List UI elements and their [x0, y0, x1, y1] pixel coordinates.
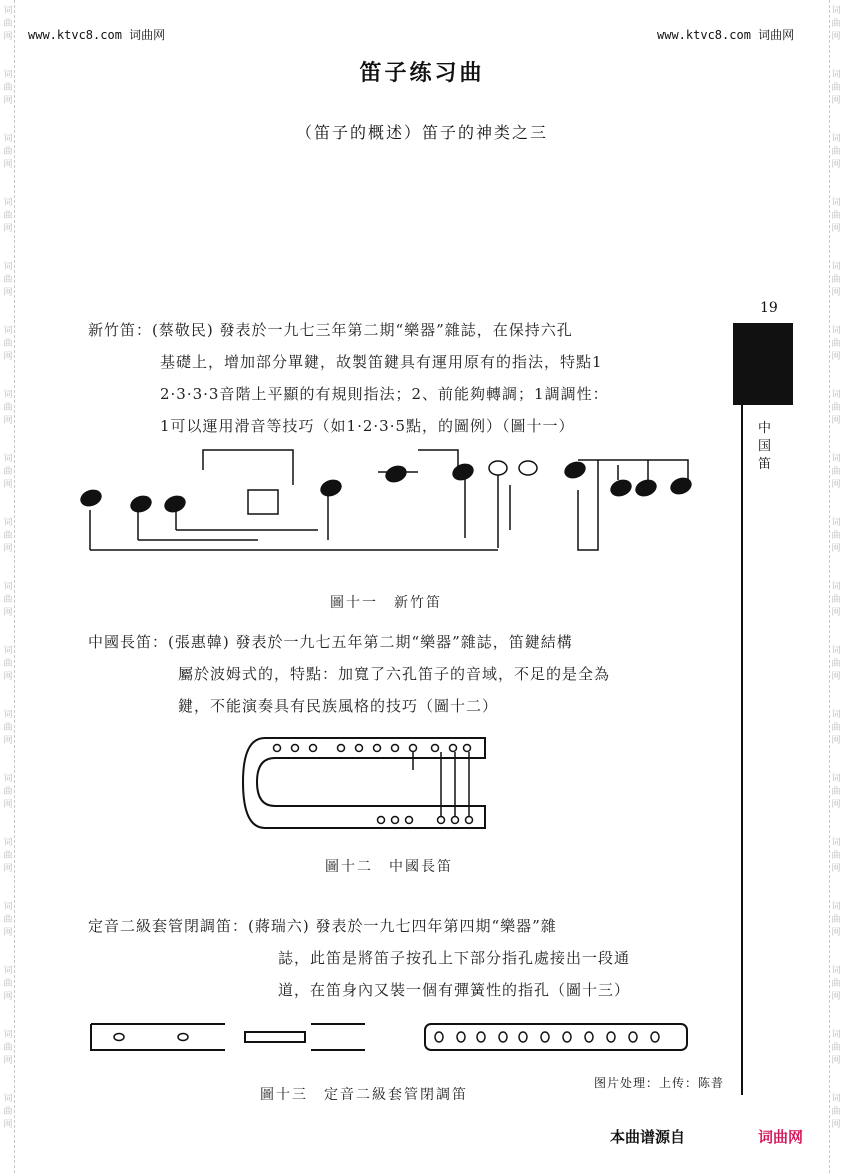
watermark-glyph: 曲	[831, 19, 841, 29]
watermark-glyph: 词	[831, 454, 841, 464]
watermark-glyph: 词	[3, 582, 13, 592]
watermark-glyph: 网	[831, 416, 841, 426]
watermark-glyph: 网	[831, 32, 841, 42]
section-3-text	[88, 910, 718, 1006]
watermark-glyph: 曲	[831, 595, 841, 605]
watermark-glyph: 词	[3, 1030, 13, 1040]
watermark-glyph: 曲	[831, 531, 841, 541]
watermark-glyph: 网	[831, 480, 841, 490]
watermark-glyph: 网	[3, 1120, 13, 1130]
watermark-glyph: 词	[3, 838, 13, 848]
watermark-glyph: 网	[831, 608, 841, 618]
watermark-glyph: 曲	[831, 467, 841, 477]
watermark-glyph: 词	[831, 582, 841, 592]
watermark-glyph: 网	[3, 544, 13, 554]
section-1-line-1: 新竹笛：(蔡敬民) 發表於一九七三年第二期“樂器”雜誌，在保持六孔	[88, 321, 573, 339]
page-subtitle: （笛子的概述）笛子的神类之三	[295, 123, 548, 142]
watermark-glyph: 曲	[831, 211, 841, 221]
watermark-glyph: 词	[3, 518, 13, 528]
watermark-glyph: 词	[831, 70, 841, 80]
watermark-glyph: 网	[831, 160, 841, 170]
section-2-line-2: 屬於波姆式的，特點：加寬了六孔笛子的音域，不足的是全為	[178, 665, 611, 683]
watermark-glyph: 词	[3, 262, 13, 272]
watermark-glyph: 曲	[3, 275, 13, 285]
watermark-glyph: 词	[3, 134, 13, 144]
watermark-glyph: 词	[831, 390, 841, 400]
watermark-glyph: 网	[3, 32, 13, 42]
watermark-glyph: 词	[3, 454, 13, 464]
watermark-glyph: 网	[3, 352, 13, 362]
figure-11-caption: 圖十一 新竹笛	[330, 595, 442, 611]
watermark-glyph: 曲	[3, 659, 13, 669]
watermark-glyph: 词	[831, 646, 841, 656]
image-credit: 图片处理：上传：陈普	[593, 1076, 724, 1090]
watermark-glyph: 词	[3, 966, 13, 976]
section-1-line-3: 2·3·3·3音階上平顯的有規則指法；2、前能夠轉調；1調調性：	[160, 385, 609, 403]
watermark-glyph: 曲	[831, 787, 841, 797]
watermark-glyph: 网	[3, 800, 13, 810]
watermark-glyph: 曲	[831, 83, 841, 93]
margin-rule	[741, 405, 743, 1095]
watermark-glyph: 词	[831, 774, 841, 784]
watermark-glyph: 曲	[3, 19, 13, 29]
watermark-glyph: 曲	[831, 339, 841, 349]
watermark-glyph: 词	[3, 774, 13, 784]
watermark-glyph: 网	[3, 864, 13, 874]
watermark-glyph: 网	[831, 992, 841, 1002]
watermark-glyph: 网	[3, 992, 13, 1002]
watermark-glyph: 曲	[3, 979, 13, 989]
watermark-glyph: 曲	[831, 723, 841, 733]
header-site-right[interactable]: www.ktvc8.com 词曲网	[657, 28, 795, 42]
watermark-glyph: 网	[831, 96, 841, 106]
section-1-line-2: 基礎上，增加部分單鍵，故製笛鍵具有運用原有的指法，特點1	[160, 353, 603, 371]
watermark-glyph: 网	[3, 928, 13, 938]
page-number: 19	[760, 300, 778, 316]
section-3-line-2: 誌，此笛是將笛子按孔上下部分指孔處接出一段通	[278, 949, 631, 967]
watermark-glyph: 词	[831, 198, 841, 208]
watermark-glyph: 曲	[3, 147, 13, 157]
footer-site-link[interactable]: 词曲网	[758, 1128, 804, 1146]
watermark-glyph: 词	[831, 1030, 841, 1040]
watermark-glyph: 网	[3, 736, 13, 746]
watermark-glyph: 词	[831, 710, 841, 720]
figure-13-caption: 圖十三 定音二級套管閉調笛	[260, 1087, 468, 1103]
watermark-glyph: 网	[3, 224, 13, 234]
chapter-tab-block	[733, 323, 793, 405]
watermark-glyph: 曲	[3, 83, 13, 93]
vertical-chapter-label: 中国笛	[758, 421, 772, 472]
figure-12-caption: 圖十二 中國長笛	[325, 859, 453, 875]
watermark-glyph: 曲	[3, 467, 13, 477]
header-site-left[interactable]: www.ktvc8.com 词曲网	[28, 28, 166, 42]
watermark-glyph: 曲	[3, 723, 13, 733]
watermark-glyph: 词	[3, 1094, 13, 1104]
watermark-glyph: 曲	[831, 275, 841, 285]
watermark-glyph: 曲	[831, 147, 841, 157]
watermark-glyph: 词	[831, 966, 841, 976]
watermark-glyph: 网	[3, 480, 13, 490]
watermark-glyph: 网	[831, 864, 841, 874]
watermark-glyph: 网	[3, 288, 13, 298]
watermark-glyph: 曲	[3, 339, 13, 349]
watermark-glyph: 曲	[831, 1107, 841, 1117]
watermark-glyph: 网	[831, 288, 841, 298]
watermark-glyph: 曲	[3, 1107, 13, 1117]
watermark-glyph: 词	[831, 1094, 841, 1104]
watermark-glyph: 曲	[831, 979, 841, 989]
watermark-glyph: 曲	[3, 915, 13, 925]
watermark-glyph: 网	[831, 1056, 841, 1066]
watermark-glyph: 词	[831, 134, 841, 144]
watermark-glyph: 词	[831, 838, 841, 848]
watermark-glyph: 词	[831, 6, 841, 16]
section-2-line-3: 鍵，不能演奏具有民族風格的技巧（圖十二）	[178, 697, 499, 715]
figure-13-dual-tube-flute-diagram	[85, 1018, 695, 1058]
watermark-glyph: 网	[831, 928, 841, 938]
figure-11-xinzhu-flute-diagram	[78, 430, 708, 570]
watermark-glyph: 曲	[831, 403, 841, 413]
section-1-text	[88, 314, 718, 442]
watermark-glyph: 词	[3, 70, 13, 80]
section-3-line-1: 定音二級套管閉調笛：(蔣瑞六) 發表於一九七四年第四期“樂器”雜	[88, 917, 557, 935]
watermark-glyph: 词	[3, 326, 13, 336]
section-1-line-4: 1可以運用滑音等技巧（如1·2·3·5點，的圖例）（圖十一）	[160, 417, 575, 435]
section-2-text	[88, 626, 718, 722]
watermark-glyph: 网	[831, 224, 841, 234]
watermark-glyph: 网	[831, 1120, 841, 1130]
watermark-glyph: 网	[831, 800, 841, 810]
footer-source-label: 本曲谱源自	[610, 1128, 686, 1146]
watermark-glyph: 词	[3, 646, 13, 656]
watermark-glyph: 词	[3, 6, 13, 16]
watermark-glyph: 曲	[3, 403, 13, 413]
watermark-glyph: 词	[3, 390, 13, 400]
watermark-glyph: 网	[3, 160, 13, 170]
figure-12-chinese-long-flute-diagram	[235, 730, 495, 840]
watermark-glyph: 曲	[3, 531, 13, 541]
watermark-glyph: 网	[3, 96, 13, 106]
watermark-glyph: 词	[3, 710, 13, 720]
section-3-line-3: 道，在笛身內又裝一個有彈簧性的指孔（圖十三）	[278, 981, 631, 999]
watermark-glyph: 网	[3, 672, 13, 682]
watermark-glyph: 词	[831, 518, 841, 528]
watermark-glyph: 词	[831, 262, 841, 272]
watermark-glyph: 网	[3, 416, 13, 426]
watermark-glyph: 网	[3, 1056, 13, 1066]
watermark-glyph: 曲	[831, 1043, 841, 1053]
section-2-line-1: 中國長笛：(張惠韓) 發表於一九七五年第二期“樂器”雜誌，笛鍵結構	[88, 633, 573, 651]
watermark-glyph: 网	[831, 736, 841, 746]
watermark-glyph: 网	[831, 672, 841, 682]
watermark-glyph: 网	[831, 544, 841, 554]
watermark-glyph: 曲	[831, 659, 841, 669]
watermark-glyph: 曲	[3, 1043, 13, 1053]
watermark-glyph: 词	[3, 198, 13, 208]
watermark-glyph: 词	[831, 902, 841, 912]
watermark-glyph: 网	[831, 352, 841, 362]
watermark-glyph: 曲	[3, 595, 13, 605]
watermark-glyph: 曲	[3, 787, 13, 797]
watermark-glyph: 词	[831, 326, 841, 336]
watermark-glyph: 曲	[831, 851, 841, 861]
page-title: 笛子练习曲	[359, 61, 485, 86]
watermark-glyph: 词	[3, 902, 13, 912]
watermark-glyph: 曲	[3, 211, 13, 221]
watermark-glyph: 曲	[831, 915, 841, 925]
watermark-glyph: 网	[3, 608, 13, 618]
watermark-glyph: 曲	[3, 851, 13, 861]
